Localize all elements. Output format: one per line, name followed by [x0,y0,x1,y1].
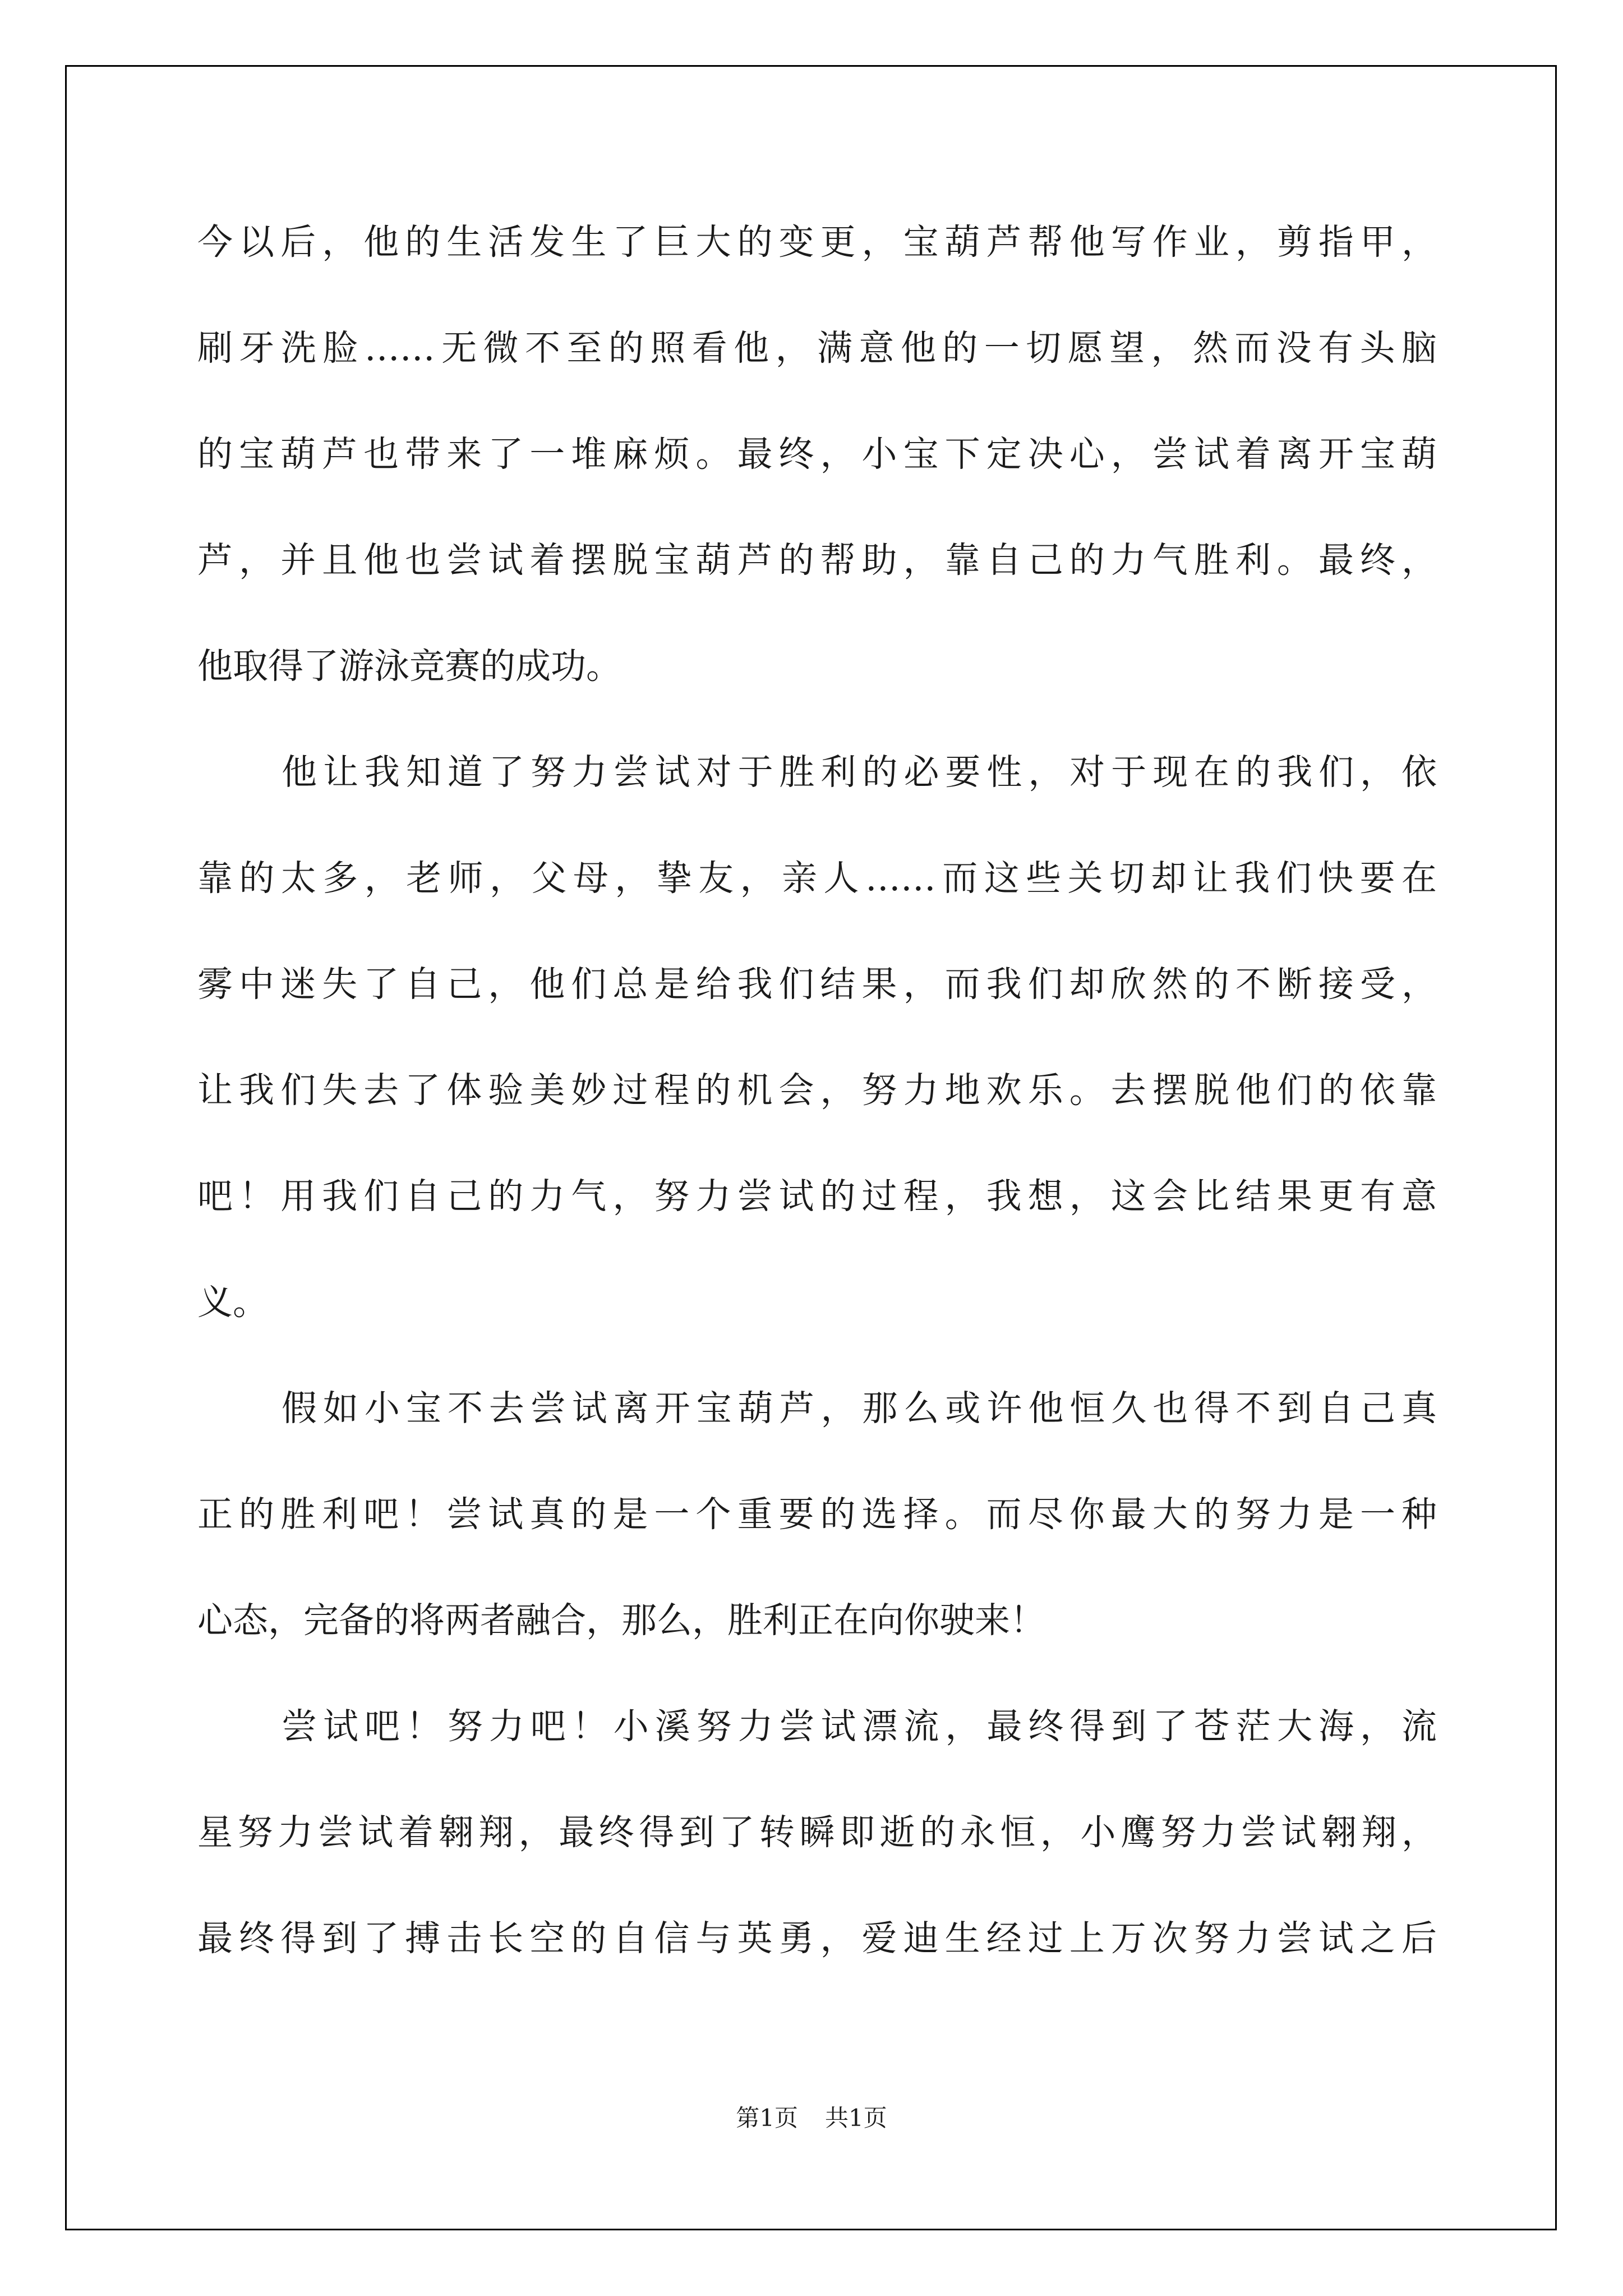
text-line: 的宝葫芦也带来了一堆麻烦。最终，小宝下定决心，尝试着离开宝葫 [197,434,1437,475]
text-line: 最终得到了搏击长空的自信与英勇，爱迪生经过上万次努力尝试之后 [197,1918,1437,1959]
text-line: 心态，完备的将两者融合，那么，胜利正在向你驶来！ [197,1600,1045,1641]
text-line: 假如小宝不去尝试离开宝葫芦，那么或许他恒久也得不到自己真 [282,1388,1437,1429]
text-line: 他取得了游泳竞赛的成功。 [197,646,621,687]
document-body [197,220,1437,2022]
text-line: 芦，并且他也尝试着摆脱宝葫芦的帮助，靠自己的力气胜利。最终， [197,540,1437,581]
text-line: 义。 [197,1282,268,1323]
text-line: 正的胜利吧！尝试真的是一个重要的选择。而尽你最大的努力是一种 [197,1494,1437,1535]
page-total: 共1页 [825,2104,887,2132]
page-number: 第1页 [736,2104,798,2132]
text-line: 吧！用我们自己的力气，努力尝试的过程，我想，这会比结果更有意 [197,1176,1437,1217]
text-line: 尝试吧！努力吧！小溪努力尝试漂流，最终得到了苍茫大海，流 [282,1706,1437,1747]
text-line: 他让我知道了努力尝试对于胜利的必要性，对于现在的我们，依 [282,752,1437,793]
text-line: 今以后，他的生活发生了巨大的变更，宝葫芦帮他写作业，剪指甲， [197,222,1437,263]
text-line: 靠的太多，老师，父母，挚友，亲人……而这些关切却让我们快要在 [197,858,1437,899]
text-line: 雾中迷失了自己，他们总是给我们结果，而我们却欣然的不断接受， [197,964,1437,1005]
text-line: 刷牙洗脸……无微不至的照看他，满意他的一切愿望，然而没有头脑 [197,328,1437,369]
text-line: 星努力尝试着翱翔，最终得到了转瞬即逝的永恒，小鹰努力尝试翱翔， [197,1812,1437,1853]
text-line: 让我们失去了体验美妙过程的机会，努力地欢乐。去摆脱他们的依靠 [197,1070,1437,1111]
page-footer [0,2104,1623,2132]
